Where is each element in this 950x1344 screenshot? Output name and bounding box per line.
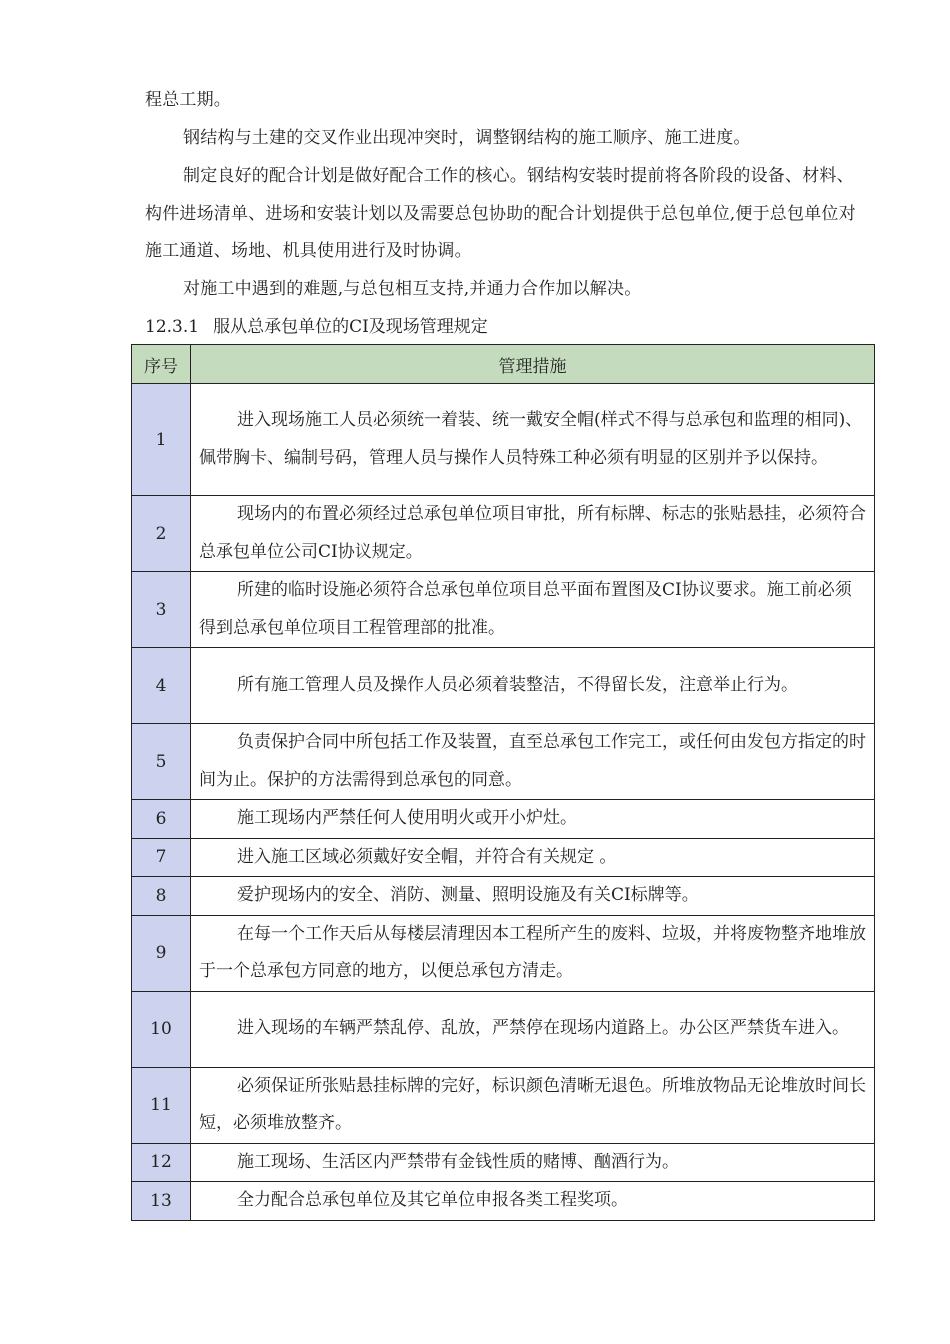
row-text: 所建的临时设施必须符合总承包单位项目总平面布置图及CI协议要求。施工前必须得到总承包单位项目工程管理部的批准。 <box>191 572 875 648</box>
row-number: 12 <box>132 1143 191 1182</box>
row-number: 9 <box>132 915 191 991</box>
row-number: 1 <box>132 384 191 496</box>
management-measures-table <box>131 344 875 1221</box>
table-row <box>132 838 875 877</box>
row-number: 10 <box>132 991 191 1067</box>
header-index: 序号 <box>132 345 191 384</box>
table-row <box>132 877 875 916</box>
table-row <box>132 1143 875 1182</box>
row-number: 2 <box>132 496 191 572</box>
row-number: 7 <box>132 838 191 877</box>
row-text: 所有施工管理人员及操作人员必须着装整洁，不得留长发，注意举止行为。 <box>191 648 875 724</box>
row-number: 3 <box>132 572 191 648</box>
table-row <box>132 572 875 648</box>
row-text: 现场内的布置必须经过总承包单位项目审批，所有标牌、标志的张贴悬挂，必须符合总承包单位公司CI协议规定。 <box>191 496 875 572</box>
paragraph-4: 对施工中遇到的难题,与总包相互支持,并通力合作加以解决。 <box>183 279 642 299</box>
row-text: 进入现场的车辆严禁乱停、乱放，严禁停在现场内道路上。办公区严禁货车进入。 <box>191 991 875 1067</box>
table-row <box>132 991 875 1067</box>
table-row <box>132 648 875 724</box>
row-number: 11 <box>132 1067 191 1143</box>
table-row <box>132 800 875 839</box>
row-text: 进入施工区域必须戴好安全帽，并符合有关规定 。 <box>191 838 875 877</box>
paragraph-1: 程总工期。 <box>145 90 231 110</box>
paragraph-2: 钢结构与土建的交叉作业出现冲突时，调整钢结构的施工顺序、施工进度。 <box>183 128 751 148</box>
row-text: 必须保证所张贴悬挂标牌的完好，标识颜色清晰无退色。所堆放物品无论堆放时间长短，必须堆放整齐。 <box>191 1067 875 1143</box>
section-title: 服从总承包单位的CI及现场管理规定 <box>213 317 488 337</box>
row-number: 6 <box>132 800 191 839</box>
table-row <box>132 1182 875 1221</box>
table-row <box>132 384 875 496</box>
section-number: 12.3.1 <box>145 317 200 337</box>
table-row <box>132 724 875 800</box>
section-heading <box>145 310 488 344</box>
row-text: 全力配合总承包单位及其它单位申报各类工程奖项。 <box>191 1182 875 1221</box>
row-number: 13 <box>132 1182 191 1221</box>
table-header-row <box>132 345 875 384</box>
table-row <box>132 1067 875 1143</box>
table-row <box>132 496 875 572</box>
row-text: 爱护现场内的安全、消防、测量、照明设施及有关CI标牌等。 <box>191 877 875 916</box>
row-text: 在每一个工作天后从每楼层清理因本工程所产生的废料、垃圾，并将废物整齐地堆放于一个总承包方同意的地方，以便总承包方清走。 <box>191 915 875 991</box>
header-measures: 管理措施 <box>191 345 875 384</box>
paragraph-3: 制定良好的配合计划是做好配合工作的核心。钢结构安装时提前将各阶段的设备、材料、构件进场清单、进场和安装计划以及需要总包协助的配合计划提供于总包单位,便于总包单位对施工通道、场地、机具使用进行及时协调。 <box>145 166 856 261</box>
row-text: 进入现场施工人员必须统一着装、统一戴安全帽(样式不得与总承包和监理的相同)、佩带胸卡、编制号码，管理人员与操作人员特殊工种必须有明显的区别并予以保持。 <box>191 384 875 496</box>
row-text: 施工现场、生活区内严禁带有金钱性质的赌博、酗酒行为。 <box>191 1143 875 1182</box>
row-text: 负责保护合同中所包括工作及装置，直至总承包工作完工，或任何由发包方指定的时间为止。保护的方法需得到总承包的同意。 <box>191 724 875 800</box>
row-number: 4 <box>132 648 191 724</box>
table-row <box>132 915 875 991</box>
row-number: 5 <box>132 724 191 800</box>
row-text: 施工现场内严禁任何人使用明火或开小炉灶。 <box>191 800 875 839</box>
row-number: 8 <box>132 877 191 916</box>
